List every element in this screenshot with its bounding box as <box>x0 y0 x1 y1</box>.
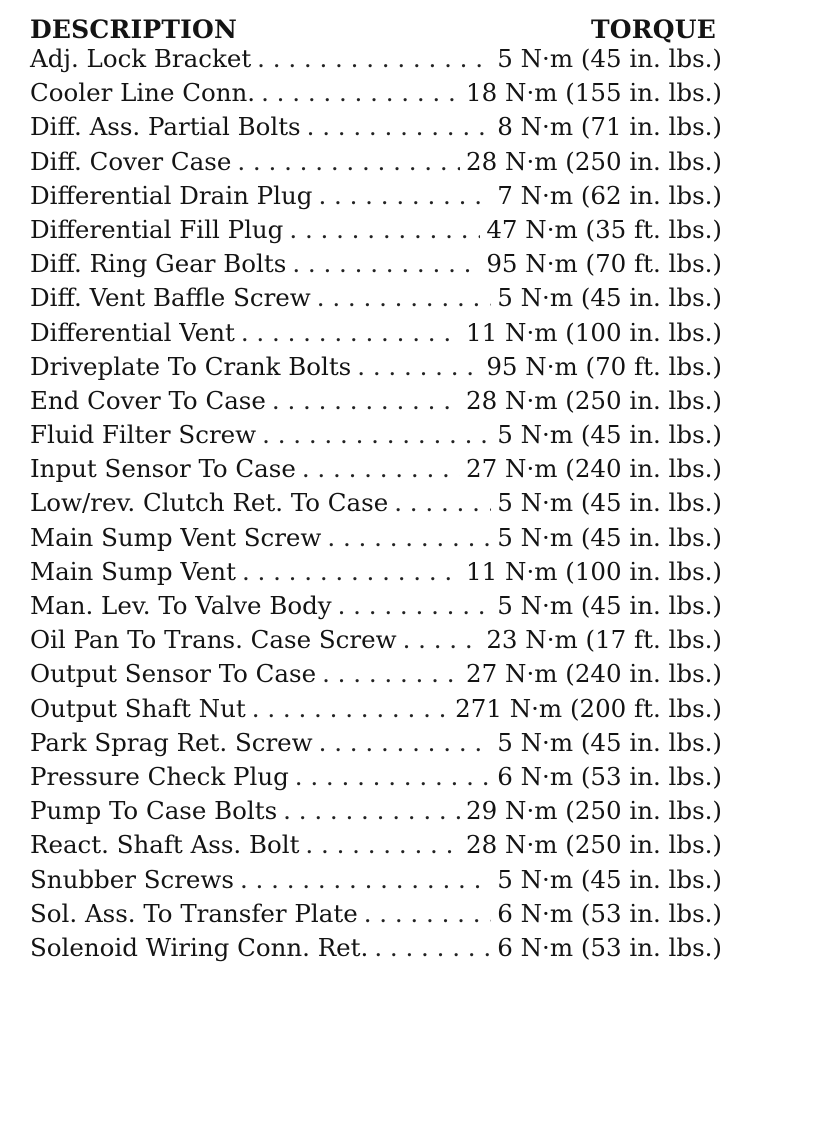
dot-leader <box>305 830 460 859</box>
dot-leader <box>257 44 491 73</box>
row-description: Adj. Lock Bracket <box>30 44 252 73</box>
table-row <box>30 694 722 728</box>
torque-spec-table <box>30 8 722 967</box>
dot-leader <box>283 796 460 825</box>
table-row <box>30 181 722 215</box>
row-torque: 95 N·m (70 ft. lbs.) <box>486 351 722 381</box>
dot-leader <box>338 591 492 620</box>
table-header <box>30 8 722 44</box>
table-row <box>30 933 722 967</box>
row-description: Pump To Case Bolts <box>30 796 278 826</box>
dot-leader <box>403 625 481 654</box>
row-torque: 5 N·m (45 in. lbs.) <box>497 488 722 518</box>
row-torque: 5 N·m (45 in. lbs.) <box>497 591 722 620</box>
row-torque: 5 N·m (45 in. lbs.) <box>497 420 722 450</box>
row-torque: 5 N·m (45 in. lbs.) <box>497 864 722 894</box>
row-description: Man. Lev. To Valve Body <box>30 591 332 620</box>
row-torque: 5 N·m (45 in. lbs.) <box>497 727 722 757</box>
row-description: Output Shaft Nut <box>30 693 246 723</box>
table-row <box>30 796 722 830</box>
dot-leader <box>374 933 491 962</box>
dot-leader <box>318 181 491 210</box>
table-row <box>30 454 722 488</box>
row-torque: 271 N·m (200 ft. lbs.) <box>455 693 722 723</box>
row-description: Solenoid Wiring Conn. Ret. <box>30 932 369 962</box>
row-description: Differential Vent <box>30 317 235 347</box>
dot-leader <box>289 215 480 244</box>
row-torque: 18 N·m (155 in. lbs.) <box>466 78 722 108</box>
dot-leader <box>295 762 491 791</box>
row-torque: 5 N·m (45 in. lbs.) <box>497 44 722 73</box>
row-torque: 47 N·m (35 ft. lbs.) <box>486 214 722 244</box>
table-row <box>30 147 722 181</box>
table-row <box>30 78 722 112</box>
row-description: Park Sprag Ret. Screw <box>30 727 313 757</box>
row-description: Sol. Ass. To Transfer Plate <box>30 898 358 928</box>
dot-leader <box>252 694 449 723</box>
row-torque: 6 N·m (53 in. lbs.) <box>497 932 722 962</box>
dot-leader <box>292 249 480 278</box>
row-torque: 5 N·m (45 in. lbs.) <box>497 522 722 552</box>
table-row <box>30 420 722 454</box>
row-description: React. Shaft Ass. Bolt <box>30 830 300 860</box>
row-description: Pressure Check Plug <box>30 761 289 791</box>
row-description: Oil Pan To Trans. Case Screw <box>30 625 397 655</box>
table-row <box>30 488 722 522</box>
row-description: Cooler Line Conn. <box>30 78 256 108</box>
row-torque: 28 N·m (250 in. lbs.) <box>466 830 722 860</box>
row-description: Diff. Ring Gear Bolts <box>30 249 287 279</box>
row-description: Main Sump Vent <box>30 556 236 586</box>
table-row <box>30 44 722 78</box>
table-row <box>30 283 722 317</box>
dot-leader <box>317 283 491 312</box>
table-row <box>30 899 722 933</box>
dot-leader <box>237 147 460 176</box>
row-description: Diff. Vent Baffle Screw <box>30 283 311 313</box>
row-description: Differential Drain Plug <box>30 180 313 210</box>
row-torque: 28 N·m (250 in. lbs.) <box>466 385 722 415</box>
table-row <box>30 557 722 591</box>
row-description: Low/rev. Clutch Ret. To Case <box>30 488 389 518</box>
dot-leader <box>327 523 491 552</box>
table-row <box>30 762 722 796</box>
table-row <box>30 830 722 864</box>
table-row <box>30 249 722 283</box>
table-row <box>30 215 722 249</box>
table-row <box>30 865 722 899</box>
dot-leader <box>261 78 460 107</box>
row-description: Differential Fill Plug <box>30 214 284 244</box>
spec-rows <box>30 44 722 967</box>
row-description: Snubber Screws <box>30 864 234 894</box>
dot-leader <box>272 386 460 415</box>
table-row <box>30 591 722 625</box>
row-description: Output Sensor To Case <box>30 659 317 689</box>
row-torque: 11 N·m (100 in. lbs.) <box>466 556 722 586</box>
row-torque: 28 N·m (250 in. lbs.) <box>466 146 722 176</box>
table-row <box>30 352 722 386</box>
row-torque: 6 N·m (53 in. lbs.) <box>497 898 722 928</box>
table-row <box>30 318 722 352</box>
row-torque: 27 N·m (240 in. lbs.) <box>466 454 722 484</box>
row-description: Main Sump Vent Screw <box>30 522 322 552</box>
dot-leader <box>302 454 460 483</box>
dot-leader <box>307 112 492 141</box>
row-torque: 8 N·m (71 in. lbs.) <box>497 112 722 142</box>
dot-leader <box>357 352 480 381</box>
table-row <box>30 659 722 693</box>
row-torque: 23 N·m (17 ft. lbs.) <box>486 625 722 655</box>
table-row <box>30 112 722 146</box>
row-description: Diff. Cover Case <box>30 146 232 176</box>
row-description: Diff. Ass. Partial Bolts <box>30 112 301 142</box>
row-torque: 95 N·m (70 ft. lbs.) <box>486 249 722 279</box>
row-torque: 11 N·m (100 in. lbs.) <box>466 317 722 347</box>
dot-leader <box>241 318 460 347</box>
dot-leader <box>240 865 491 894</box>
dot-leader <box>242 557 460 586</box>
dot-leader <box>319 728 492 757</box>
table-row <box>30 386 722 420</box>
description-column-header: DESCRIPTION <box>30 15 238 44</box>
table-row <box>30 728 722 762</box>
row-description: End Cover To Case <box>30 385 266 415</box>
row-description: Driveplate To Crank Bolts <box>30 351 352 381</box>
table-row <box>30 523 722 557</box>
dot-leader <box>394 488 491 517</box>
dot-leader <box>322 659 460 688</box>
dot-leader <box>364 899 492 928</box>
row-torque: 5 N·m (45 in. lbs.) <box>497 283 722 313</box>
table-row <box>30 625 722 659</box>
dot-leader <box>262 420 491 449</box>
row-description: Fluid Filter Screw <box>30 420 257 450</box>
row-torque: 29 N·m (250 in. lbs.) <box>466 796 722 826</box>
row-torque: 27 N·m (240 in. lbs.) <box>466 659 722 689</box>
row-description: Input Sensor To Case <box>30 454 296 484</box>
torque-column-header: TORQUE <box>591 15 716 44</box>
row-torque: 6 N·m (53 in. lbs.) <box>497 761 722 791</box>
row-torque: 7 N·m (62 in. lbs.) <box>497 180 722 210</box>
